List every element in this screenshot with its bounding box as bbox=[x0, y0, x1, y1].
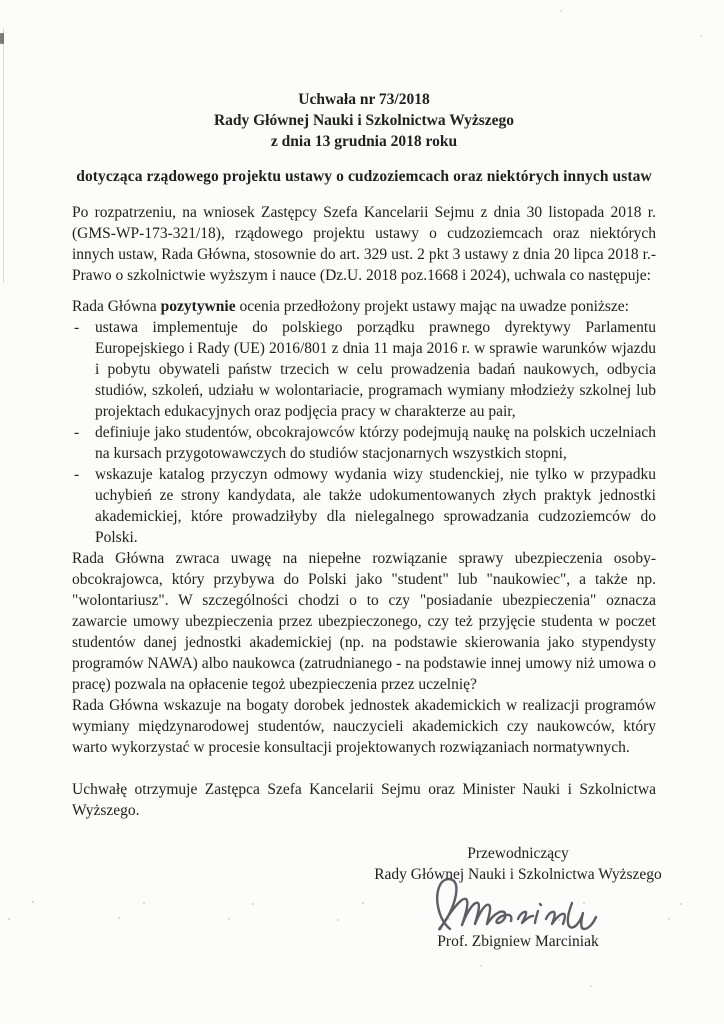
bullet-item bbox=[72, 317, 656, 422]
paragraph-intro: Po rozpatrzeniu, na wniosek Zastępcy Szefa Kancelarii Sejmu z dnia 30 listopada 2018 r. (GMS-WP-173-321/18), rządowego projektu ustawy o cudzoziemcach oraz niektórych innych ustaw, Rada Główna, stosownie do art. 329 ust. 2 pkt 3 ustawy z dnia 20 lipca 2018 r.- Prawo o szkolnictwie wyższym i nauce (Dz.U. 2018 poz.1668 i 2024), uchwala co następuje: bbox=[72, 204, 656, 284]
title-issuing-body: Rady Głównej Nauki i Szkolnictwa Wyższego bbox=[213, 112, 515, 129]
signatory-name: Prof. Zbigniew Marciniak bbox=[437, 933, 599, 950]
scan-edge-artifact bbox=[3, 28, 4, 283]
title-resolution-number: Uchwała nr 73/2018 bbox=[298, 91, 430, 108]
assessment-pre: Rada Główna bbox=[72, 298, 161, 315]
assessment-post: ocenia przedłożony projekt ustawy mając na uwadze poniższe: bbox=[235, 298, 629, 315]
paragraph-insurance-remarks: Rada Główna zwraca uwagę na niepełne rozwiązanie sprawy ubezpieczenia osoby-obcokrajowca, który przybywa do Polski jako "student" lub "naukowiec", a także np. "wolontariusz". W szczególności chodzi o to czy "posiadanie ubezpieczenia" oznacza zawarcie umowy ubezpieczenia przez ubezpieczonego, czy też przyjęcie studenta w poczet studentów danej jednostki akademickiej (np. na podstawie skierowania jako stypendysty programów NAWA) albo naukowca (zatrudnianego - na podstawie innej umowy niż umowa o pracę) pozwala na opłacenie tegoż ubezpieczenia przez uczelnię? bbox=[72, 550, 656, 693]
blank-line bbox=[72, 758, 656, 779]
signatory-title: Przewodniczący bbox=[467, 845, 569, 862]
scan-noise-dots bbox=[8, 918, 10, 920]
scan-noise-dots bbox=[560, 10, 562, 12]
bullet-dash: - bbox=[74, 319, 80, 336]
bullet-text: wskazuje katalog przyczyn odmowy wydania wizy studenckiej, nie tylko w przypadku uchybień ze strony kandydata, ale także udokumentowanych złych praktyk jednostki akademickiej, które prowadziłyby dla nielegalnego sprowadzania cudzoziemców do Polski. bbox=[95, 466, 656, 546]
paragraph-programs-remarks: Rada Główna wskazuje na bogaty dorobek jednostek akademickich w realizacji programów wymiany międzynarodowej studentów, nauczycieli akademickich czy naukowców, który warto wykorzystać w procesie konsultacji projektowanych rozwiązaniach normatywnych. bbox=[72, 697, 656, 756]
signatory-organization: Rady Głównej Nauki i Szkolnictwa Wyższego bbox=[374, 866, 662, 883]
bullet-item bbox=[72, 422, 656, 464]
title-date: z dnia 13 grudnia 2018 roku bbox=[270, 133, 458, 150]
bullet-item bbox=[72, 464, 656, 548]
scan-noise-dots bbox=[32, 901, 34, 903]
bullet-text: ustawa implementuje do polskiego porządku prawnego dyrektywy Parlamentu Europejskiego i Rady (UE) 2016/801 z dnia 11 maja 2016 r. w sprawie warunków wjazdu i pobytu obywateli państw trzecich w celu prowadzenia badań naukowych, odbycia studiów, szkoleń, udziału w wolontariacie, programach wymiany młodzieży szkolnej lub projektach edukacyjnych oraz podjęcia pracy w charakterze au pair, bbox=[95, 319, 656, 420]
handwritten-signature bbox=[340, 881, 696, 929]
scan-edge-mark bbox=[0, 33, 4, 44]
paragraph-assessment bbox=[72, 296, 656, 317]
document-content bbox=[72, 89, 662, 952]
bullet-text: definiuje jako studentów, obcokrajowców którzy podejmują naukę na polskich uczelniach na kursach przygotowawczych do studiów stacjonarnych wszystkich stopni, bbox=[95, 424, 656, 462]
bullet-dash: - bbox=[74, 466, 80, 483]
bullet-dash: - bbox=[74, 424, 80, 441]
signature-block bbox=[340, 843, 696, 952]
signature-icon bbox=[428, 873, 608, 935]
assessment-bold-word: pozytywnie bbox=[160, 298, 236, 315]
document-subject: dotycząca rządowego projektu ustawy o cudzoziemcach oraz niektórych innych ustaw bbox=[76, 168, 652, 185]
paragraph-distribution: Uchwałę otrzymuje Zastępca Szefa Kancelarii Sejmu oraz Minister Nauki i Szkolnictwa Wyższego. bbox=[72, 781, 656, 819]
document-title bbox=[72, 89, 656, 152]
